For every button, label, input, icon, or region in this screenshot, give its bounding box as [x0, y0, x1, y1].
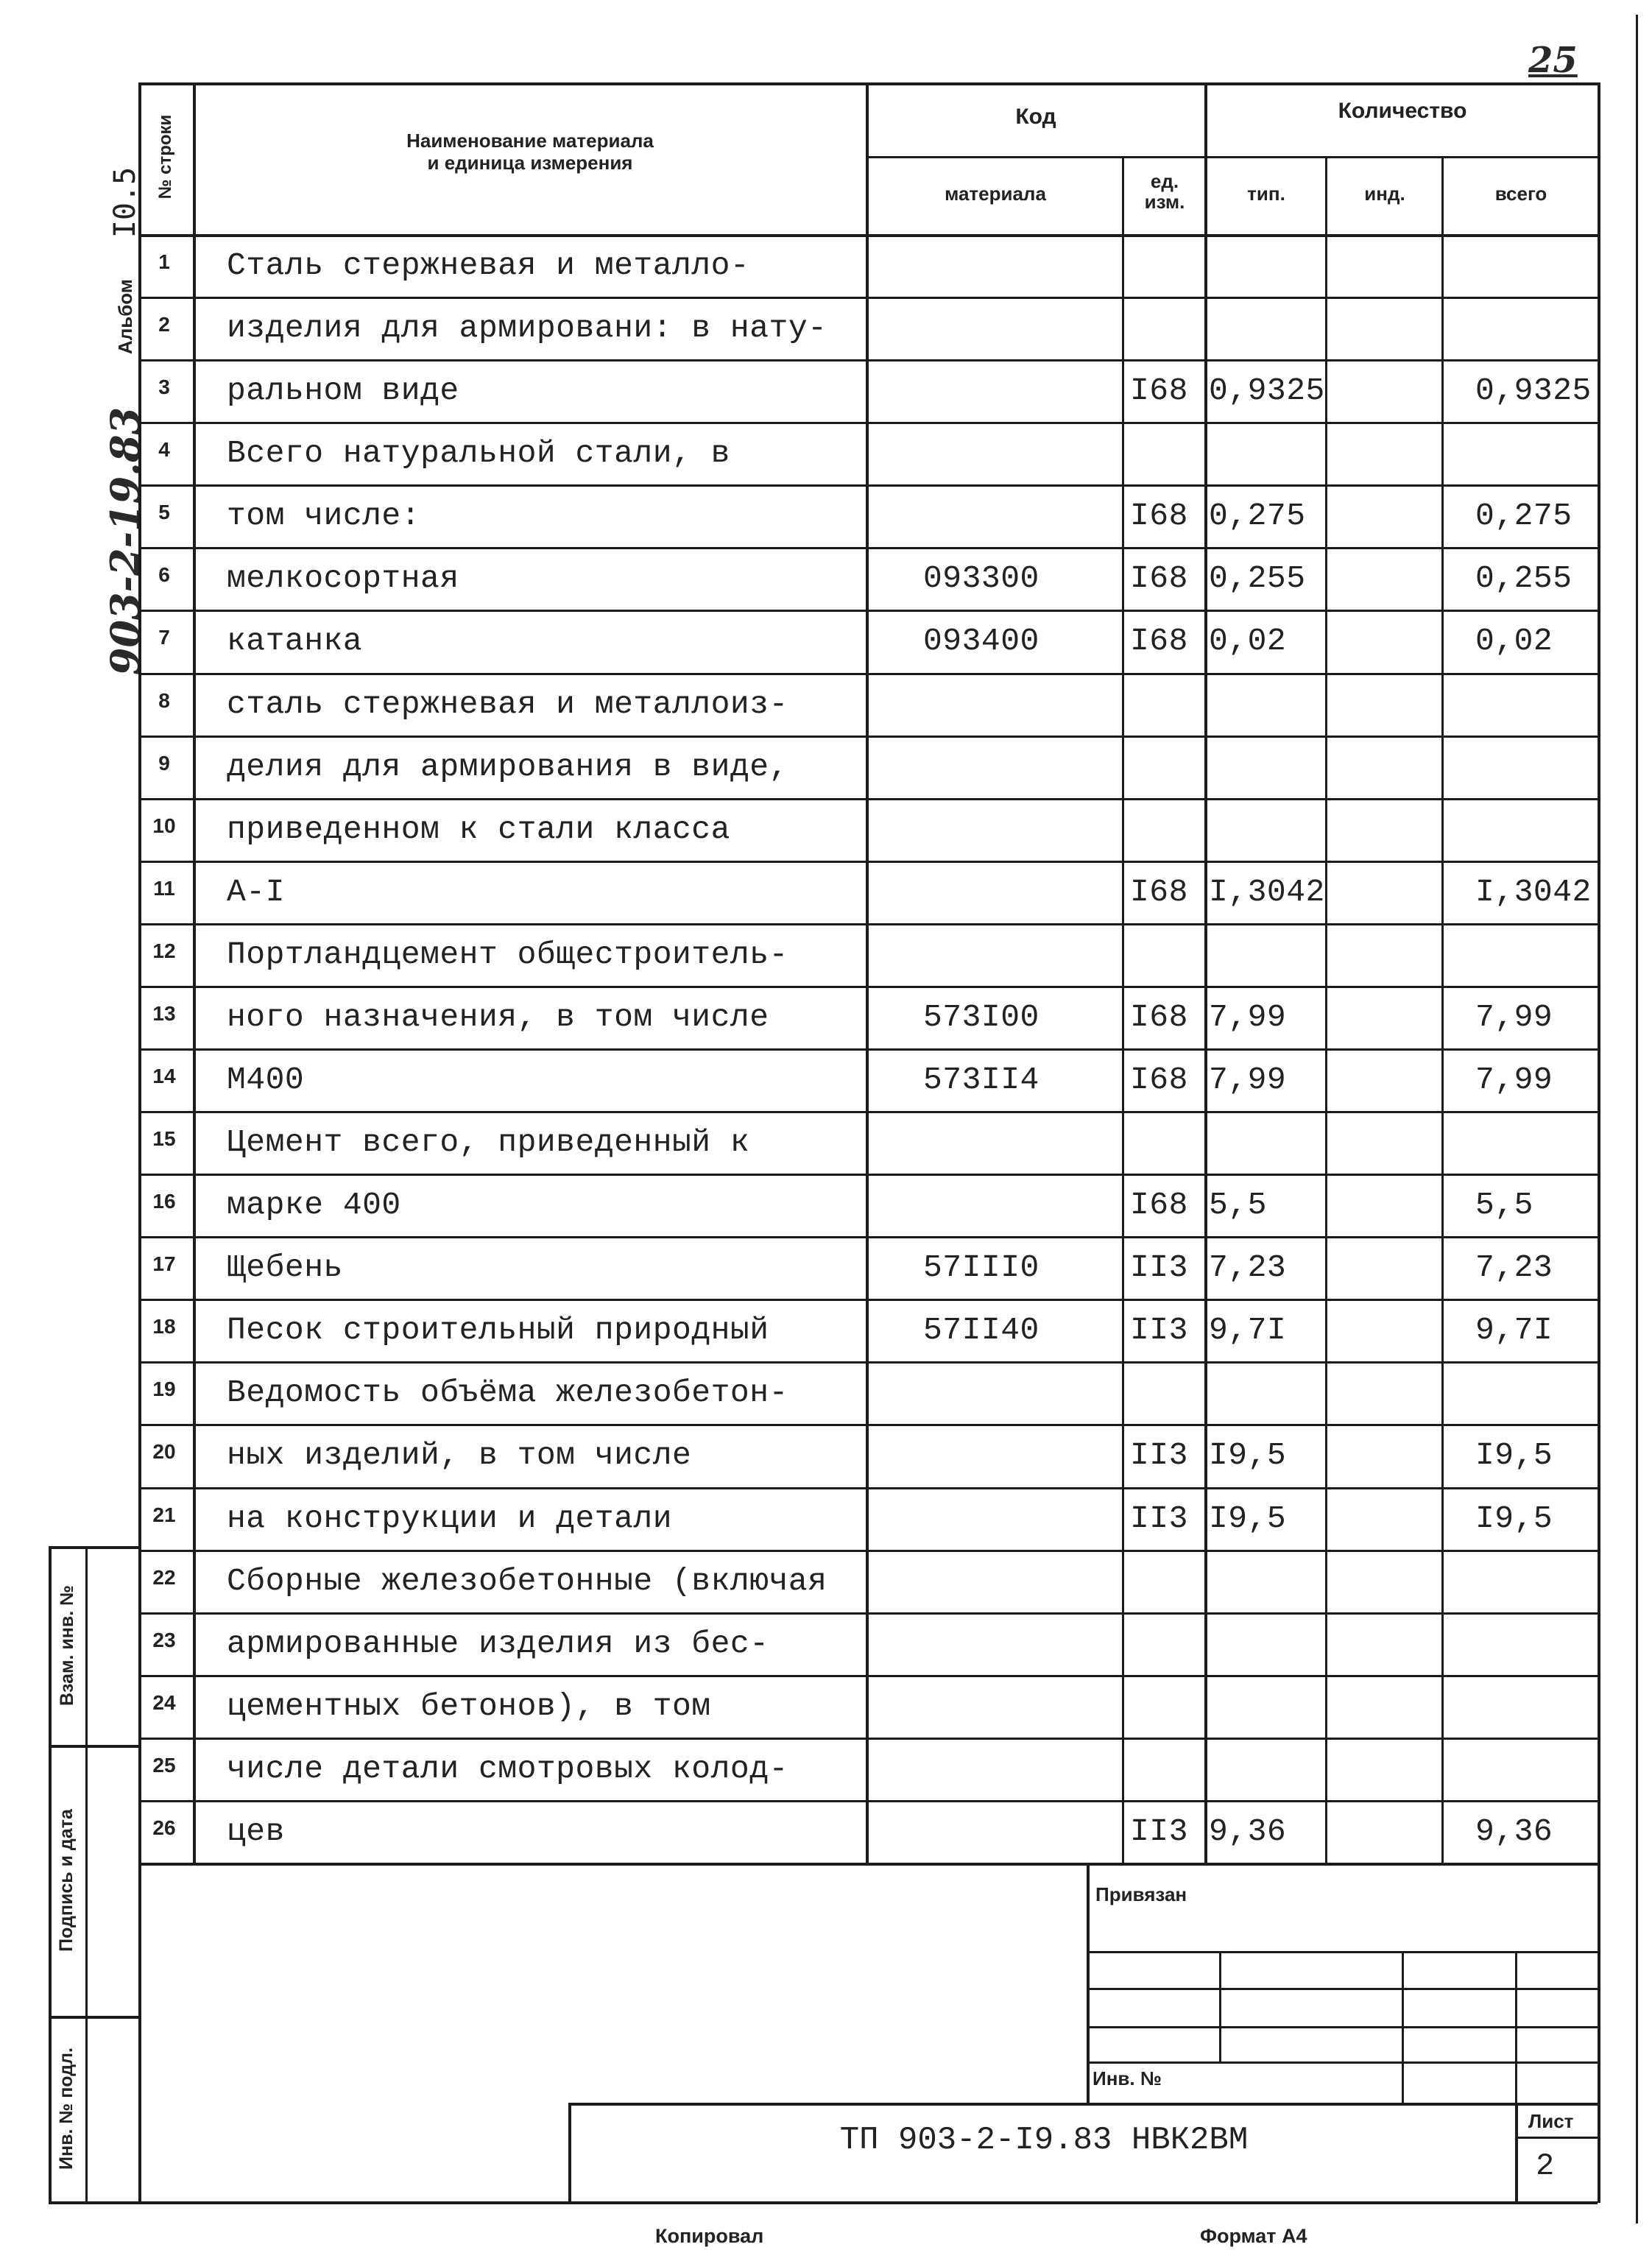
unit-code: II3: [1130, 1312, 1188, 1348]
inv-podl-label: Инв. № подл.: [56, 2047, 77, 2170]
vzam-inv-label: Взам. инв. №: [57, 1584, 77, 1707]
material-name: числе детали смотровых колод-: [227, 1751, 788, 1787]
material-name: на конструкции и детали: [227, 1500, 672, 1537]
material-name: Всего натуральной стали, в: [227, 435, 730, 471]
row-number: 10: [152, 814, 176, 837]
quantity-total: 0,02: [1475, 623, 1553, 659]
material-name: цементных бетонов), в том: [227, 1688, 711, 1724]
material-code: 573II4: [923, 1062, 1039, 1098]
row-number: 8: [158, 689, 170, 712]
quantity-total: 9,36: [1475, 1813, 1553, 1849]
material-name: Сборные железобетонные (включая: [227, 1563, 827, 1599]
document-title: ТП 903-2-I9.83 НВК2ВМ: [839, 2122, 1249, 2159]
unit-code: I68: [1130, 999, 1188, 1035]
material-name: делия для армирования в виде,: [227, 749, 788, 785]
material-code: 57II40: [923, 1312, 1039, 1348]
unit-code: II3: [1130, 1249, 1188, 1285]
material-name: мелкосортная: [227, 560, 459, 596]
material-name: Цемент всего, приведенный к: [227, 1124, 750, 1160]
unit-code: I68: [1130, 1187, 1188, 1223]
quantity-tip: I9,5: [1209, 1437, 1287, 1473]
quantity-total: 0,9325: [1475, 373, 1592, 409]
inv-no-label: Инв. №: [1092, 2067, 1162, 2089]
row-number: 16: [152, 1190, 176, 1213]
row-number: 3: [158, 375, 170, 398]
material-name: Щебень: [227, 1249, 343, 1285]
unit-code: I68: [1130, 874, 1188, 910]
material-name: ральном виде: [227, 373, 459, 409]
podpis-data-label: Подпись и дата: [56, 1809, 77, 1952]
row-number: 21: [152, 1503, 176, 1526]
quantity-total: 5,5: [1475, 1187, 1533, 1223]
quantity-total: I9,5: [1475, 1500, 1553, 1537]
quantity-total: I,3042: [1475, 874, 1592, 910]
quantity-total: 0,255: [1475, 560, 1572, 596]
material-name: приведенном к стали класса: [227, 811, 730, 847]
material-name: катанка: [227, 623, 363, 659]
row-number: 18: [152, 1315, 176, 1338]
material-name: сталь стержневая и металлоиз-: [227, 686, 788, 722]
row-number: 2: [158, 313, 170, 336]
material-name: армированные изделия из бес-: [227, 1626, 769, 1662]
quantity-total: 7,99: [1475, 1062, 1553, 1098]
quantity-tip: 0,02: [1209, 623, 1287, 659]
material-name: Песок строительный природный: [227, 1312, 769, 1348]
quantity-tip: 9,36: [1209, 1813, 1287, 1849]
sheet-label: Лист: [1528, 2110, 1574, 2132]
quantity-tip: 9,7I: [1209, 1312, 1287, 1348]
material-name: ных изделий, в том числе: [227, 1437, 692, 1473]
unit-code: I68: [1130, 373, 1188, 409]
project-number-handwritten: 903-2-19.83: [102, 406, 149, 676]
quantity-tip: 7,99: [1209, 1062, 1287, 1098]
quantity-tip: 7,23: [1209, 1249, 1287, 1285]
row-number: 17: [152, 1252, 176, 1275]
material-name: Сталь стержневая и металло-: [227, 247, 750, 283]
quantity-total: 7,23: [1475, 1249, 1553, 1285]
material-name: ного назначения, в том числе: [227, 999, 769, 1035]
row-number: 13: [152, 1002, 176, 1025]
quantity-tip: 5,5: [1209, 1187, 1267, 1223]
row-number: 26: [152, 1816, 176, 1839]
header-q-all: всего: [1494, 183, 1547, 205]
row-number: 23: [152, 1629, 176, 1651]
material-name: том числе:: [227, 498, 421, 534]
header-code-material: материала: [945, 183, 1046, 205]
header-name: Наименование материала и единица измерения: [406, 130, 654, 174]
privyazan-label: Привязан: [1095, 1883, 1187, 1905]
material-name: Ведомость объёма железобетон-: [227, 1375, 788, 1411]
row-number: 4: [158, 438, 170, 461]
material-name: изделия для армировани: в нату-: [227, 310, 827, 346]
unit-code: I68: [1130, 1062, 1188, 1098]
material-code: 093400: [923, 623, 1039, 659]
row-number: 15: [152, 1127, 176, 1150]
quantity-total: 0,275: [1475, 498, 1572, 534]
unit-code: I68: [1130, 498, 1188, 534]
header-code: Код: [1015, 105, 1056, 129]
row-number: 5: [158, 501, 170, 523]
header-row-number: № строки: [155, 114, 175, 200]
copied-label: Копировал: [655, 2225, 764, 2247]
header-q-ind: инд.: [1364, 183, 1405, 205]
row-number: 9: [158, 752, 170, 775]
row-number: 12: [152, 939, 176, 962]
row-number: 24: [152, 1691, 176, 1714]
row-number: 1: [158, 250, 170, 273]
quantity-tip: 0,275: [1209, 498, 1306, 534]
album-number: I0.5: [108, 166, 142, 239]
album-label: Альбом: [114, 278, 136, 355]
header-quantity: Количество: [1338, 99, 1467, 123]
header-code-unit: ед. изм.: [1144, 170, 1185, 213]
quantity-total: I9,5: [1475, 1437, 1553, 1473]
quantity-total: 7,99: [1475, 999, 1553, 1035]
quantity-tip: I9,5: [1209, 1500, 1287, 1537]
material-code: 57III0: [923, 1249, 1039, 1285]
quantity-tip: 7,99: [1209, 999, 1287, 1035]
row-number: 20: [152, 1440, 176, 1463]
row-number: 19: [152, 1378, 176, 1400]
material-code: 093300: [923, 560, 1039, 596]
unit-code: II3: [1130, 1813, 1188, 1849]
row-number: 25: [152, 1754, 176, 1777]
page-number: 25: [1528, 40, 1578, 81]
row-number: 11: [153, 877, 175, 900]
quantity-total: 9,7I: [1475, 1312, 1553, 1348]
unit-code: II3: [1130, 1500, 1188, 1537]
quantity-tip: I,3042: [1209, 874, 1325, 910]
material-name: цев: [227, 1813, 285, 1849]
unit-code: I68: [1130, 623, 1188, 659]
material-name: марке 400: [227, 1187, 401, 1223]
material-name: Портландцемент общестроитель-: [227, 937, 788, 973]
material-name: А-I: [227, 874, 285, 910]
row-number: 6: [158, 563, 170, 586]
row-number: 7: [158, 626, 170, 649]
material-name: М400: [227, 1062, 305, 1098]
row-number: 22: [152, 1566, 176, 1589]
row-number: 14: [152, 1065, 176, 1087]
unit-code: II3: [1130, 1437, 1188, 1473]
material-code: 573I00: [923, 999, 1039, 1035]
format-label: Формат А4: [1200, 2225, 1307, 2247]
header-q-tip: тип.: [1247, 183, 1285, 205]
quantity-tip: 0,9325: [1209, 373, 1325, 409]
unit-code: I68: [1130, 560, 1188, 596]
quantity-tip: 0,255: [1209, 560, 1306, 596]
sheet-number: 2: [1536, 2148, 1555, 2184]
